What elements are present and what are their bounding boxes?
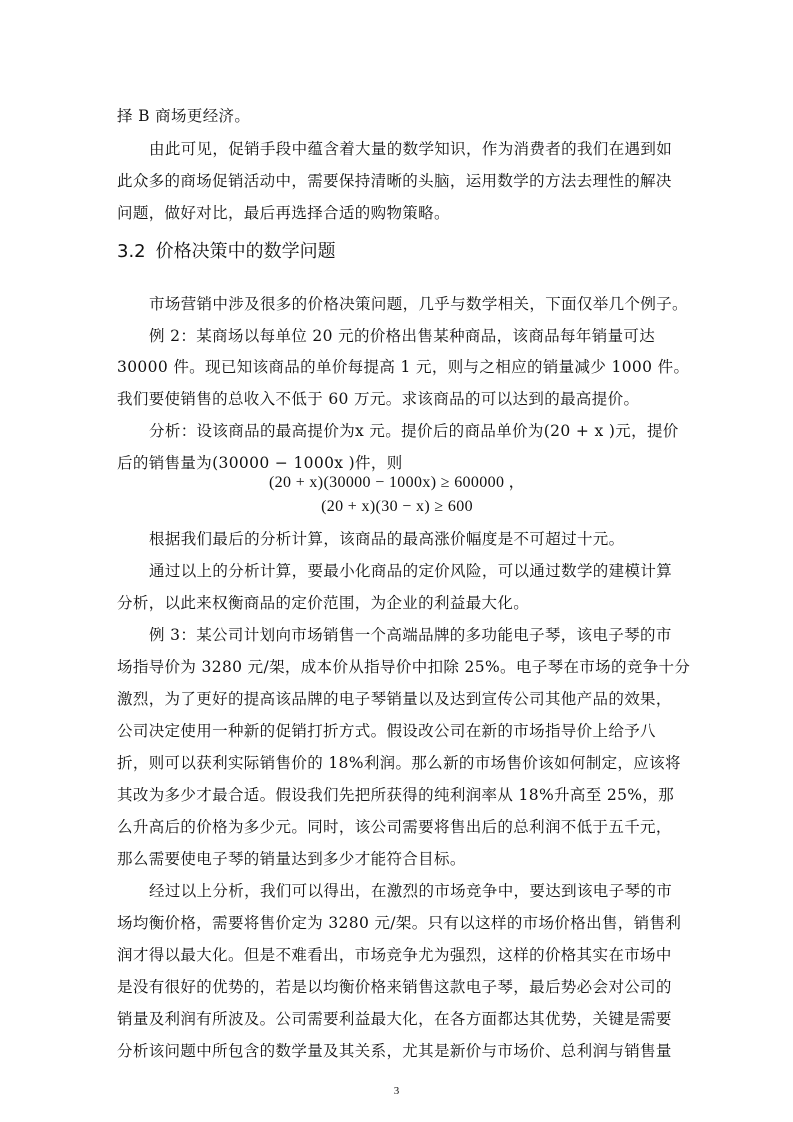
section-number: 3.2 <box>117 241 146 262</box>
equation: (20 + x)(30000 − 1000x) ≥ 600000 ， <box>268 474 526 491</box>
paragraph-line: 此众多的商场促销活动中，需要保持清晰的头脑，运用数学的方法去理性的解决 <box>117 172 672 190</box>
paragraph-line: 根据我们最后的分析计算，该商品的最高涨价幅度是不可超过十元。 <box>149 530 625 548</box>
paragraph-line: 后的销售量为(30000 − 1000x )件，则 <box>117 454 403 472</box>
paragraph-line: 激烈，为了更好的提高该品牌的电子琴销量以及达到宣传公司其他产品的效果， <box>117 690 672 708</box>
section-heading <box>117 240 336 264</box>
paragraph-line: 分析，以此来权衡商品的定价范围，为企业的利益最大化。 <box>117 594 530 612</box>
paragraph-line: 么升高后的价格为多少元。同时，该公司需要将售出后的总利润不低于五千元， <box>117 818 672 836</box>
paragraph-line: 通过以上的分析计算，要最小化商品的定价风险，可以通过数学的建模计算 <box>149 562 673 580</box>
paragraph-line: 润才得以最大化。但是不难看出，市场竞争尤为强烈，这样的价格其实在市场中 <box>117 946 672 964</box>
paragraph-line: 其改为多少才最合适。假设我们先把所获得的纯利润率从 18%升高至 25%，那 <box>117 786 675 804</box>
paragraph-line: 场均衡价格，需要将售价定为 3280 元/架。只有以这样的市场价格出售，销售利 <box>117 914 682 932</box>
paragraph-line: 由此可见，促销手段中蕴含着大量的数学知识，作为消费者的我们在遇到如 <box>149 140 673 158</box>
paragraph-line: 例 3：某公司计划向市场销售一个高端品牌的多功能电子琴，该电子琴的市 <box>149 626 672 644</box>
paragraph-line: 场指导价为 3280 元/架，成本价从指导价中扣除 25%。电子琴在市场的竞争十分 <box>117 658 691 676</box>
paragraph-line: 分析该问题中所包含的数学量及其关系，尤其是新价与市场价、总利润与销售量 <box>117 1042 672 1060</box>
paragraph-line: 问题，做好对比，最后再选择合适的购物策略。 <box>117 204 450 222</box>
paragraph-line: 公司决定使用一种新的促销打折方式。假设改公司在新的市场指导价上给予八 <box>117 722 656 740</box>
paragraph-line: 我们要使销售的总收入不低于 60 万元。求该商品的可以达到的最高提价。 <box>117 390 640 408</box>
paragraph-line: 折，则可以获利实际销售价的 18%利润。那么新的市场售价该如何制定，应该将 <box>117 754 681 772</box>
equation: (20 + x)(30 − x) ≥ 600 <box>321 498 473 515</box>
paragraph-line: 择 B 商场更经济。 <box>117 107 251 125</box>
paragraph-line: 例 2：某商场以每单位 20 元的价格出售某种商品，该商品每年销量可达 <box>149 327 656 345</box>
paragraph-line: 那么需要使电子琴的销量达到多少才能符合目标。 <box>117 850 466 868</box>
page-number: 3 <box>393 1085 400 1097</box>
section-title: 价格决策中的数学问题 <box>155 241 336 262</box>
paragraph-line: 市场营销中涉及很多的价格决策问题，几乎与数学相关，下面仅举几个例子。 <box>149 295 688 313</box>
paragraph-line: 30000 件。现已知该商品的单价每提高 1 元，则与之相应的销量减少 1000 件。 <box>117 358 690 376</box>
paragraph-line: 分析：设该商品的最高提价为x 元。提价后的商品单价为(20 + x )元，提价 <box>149 422 679 440</box>
paragraph-line: 经过以上分析，我们可以得出，在激烈的市场竞争中，要达到该电子琴的市 <box>149 882 673 900</box>
paragraph-line: 销量及利润有所波及。公司需要利益最大化，在各方面都达其优势，关键是需要 <box>117 1010 672 1028</box>
paragraph-line: 是没有很好的优势的，若是以均衡价格来销售这款电子琴，最后势必会对公司的 <box>117 978 672 996</box>
